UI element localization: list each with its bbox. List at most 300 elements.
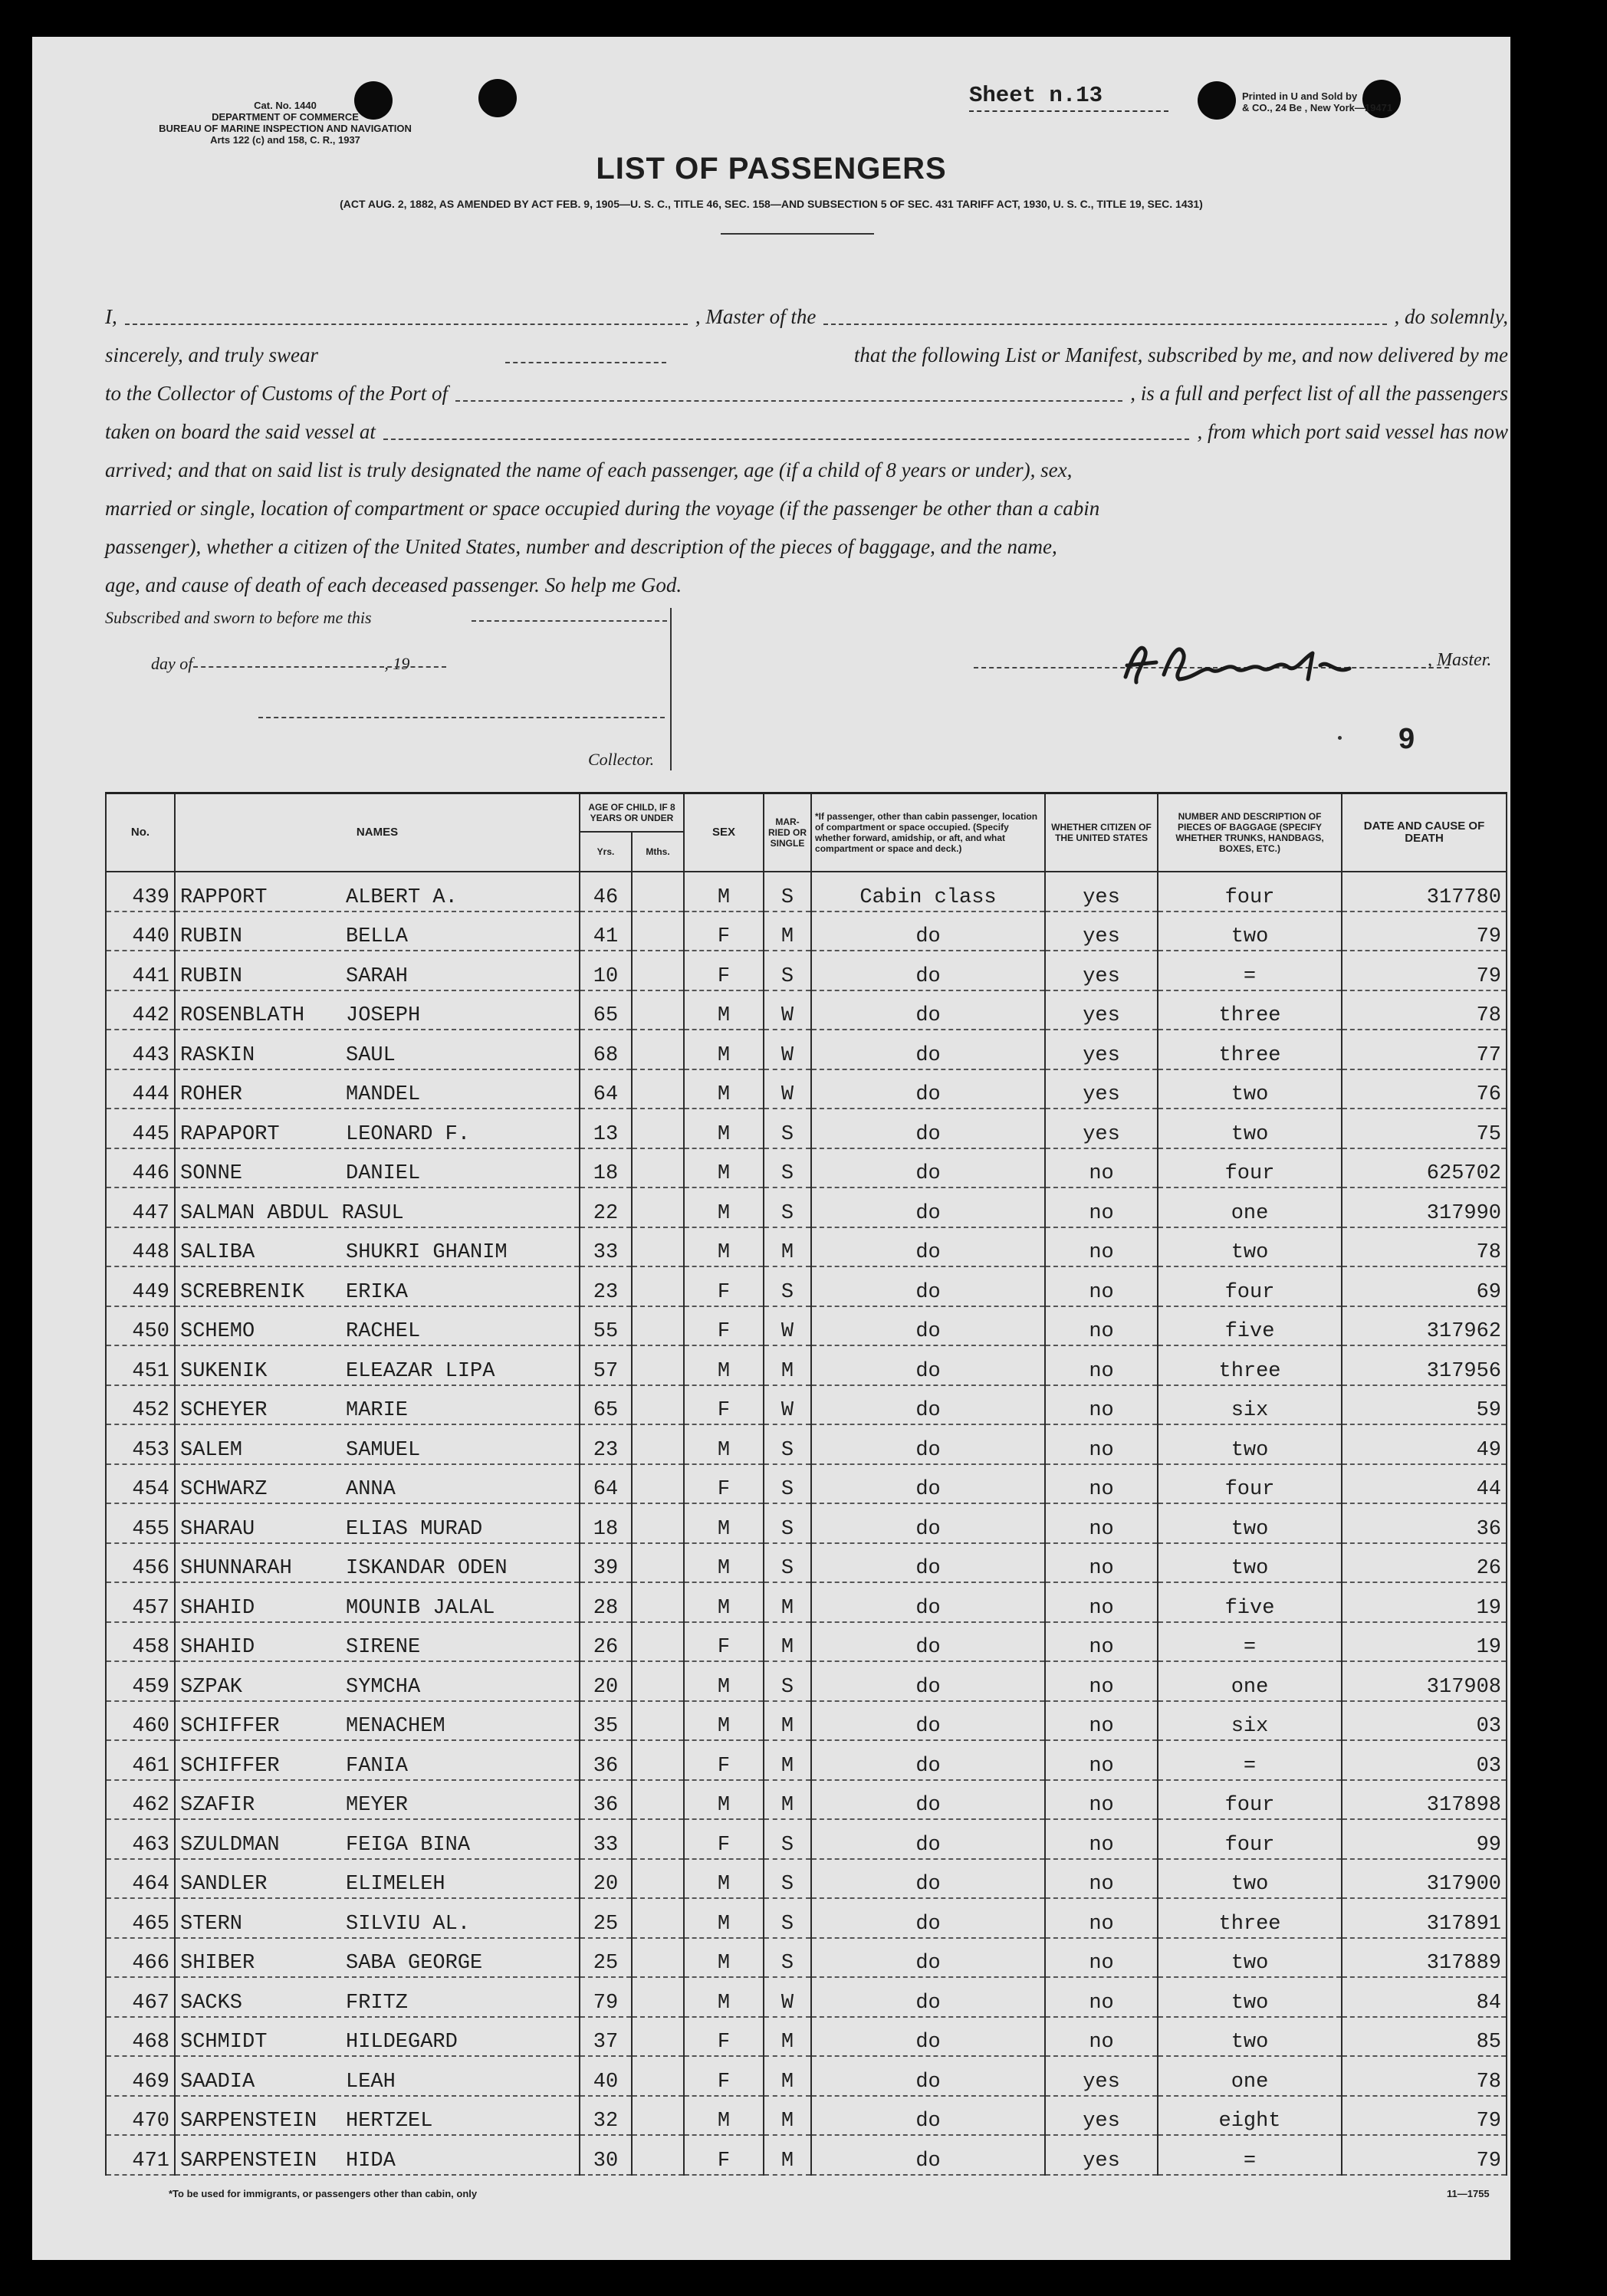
sex-value: M (684, 1345, 764, 1385)
sex-value: F (684, 1622, 764, 1662)
death-value: 625702 (1342, 1148, 1507, 1188)
surname: SALIBA (180, 1241, 255, 1264)
compartment-value: do (811, 2017, 1045, 2057)
surname: SZULDMAN (180, 1833, 280, 1857)
surname: SCHEYER (180, 1399, 268, 1422)
passenger-name (175, 1227, 580, 1267)
surname: SAADIA (180, 2070, 255, 2094)
baggage-value: four (1158, 1464, 1342, 1504)
surname: RUBIN (180, 964, 243, 988)
age-years: 23 (580, 1266, 632, 1306)
citizen-value: no (1045, 1780, 1158, 1820)
marital-status: M (764, 2056, 811, 2096)
age-months (632, 1109, 684, 1148)
citizen-value: no (1045, 2017, 1158, 2057)
baggage-value: two (1158, 1069, 1342, 1109)
citizen-value: no (1045, 1424, 1158, 1464)
death-value: 69 (1342, 1266, 1507, 1306)
given-name: SYMCHA (346, 1675, 421, 1699)
citizen-value: no (1045, 1385, 1158, 1425)
passenger-name (175, 951, 580, 990)
oath-text: , is a full and perfect list of all the passengers (1130, 382, 1508, 405)
sex-value: M (684, 1977, 764, 2017)
citizen-value: no (1045, 1740, 1158, 1780)
table-row (106, 1582, 1507, 1622)
compartment-value: do (811, 2135, 1045, 2175)
passenger-name (175, 990, 580, 1030)
passenger-number: 448 (106, 1227, 175, 1267)
age-months (632, 1030, 684, 1069)
col-yrs: Yrs. (580, 832, 632, 872)
given-name: BELLA (346, 925, 409, 948)
title-rule (721, 233, 874, 235)
age-years: 68 (580, 1030, 632, 1069)
department-header (109, 100, 462, 146)
sex-value: M (684, 2096, 764, 2136)
passenger-name (175, 1109, 580, 1148)
table-row (106, 1701, 1507, 1741)
age-months (632, 1069, 684, 1109)
table-row (106, 1109, 1507, 1148)
marital-status: S (764, 1543, 811, 1583)
sex-value: F (684, 2017, 764, 2057)
age-months (632, 1148, 684, 1188)
blank-line (823, 297, 1386, 325)
age-years: 13 (580, 1109, 632, 1148)
citizen-value: yes (1045, 1069, 1158, 1109)
surname: RUBIN (180, 925, 243, 948)
master-oath (105, 297, 1508, 604)
compartment-value: do (811, 1266, 1045, 1306)
passenger-number: 457 (106, 1582, 175, 1622)
surname: SZAFIR (180, 1794, 255, 1817)
compartment-value: do (811, 1740, 1045, 1780)
given-name: FANIA (346, 1754, 409, 1778)
baggage-value: one (1158, 1187, 1342, 1227)
sex-value: M (684, 990, 764, 1030)
marital-status: S (764, 1464, 811, 1504)
citizen-value: no (1045, 1819, 1158, 1859)
death-value: 317891 (1342, 1898, 1507, 1938)
sex-value: F (684, 2135, 764, 2175)
citizen-value: no (1045, 1187, 1158, 1227)
marital-status: W (764, 1030, 811, 1069)
baggage-value: two (1158, 2017, 1342, 2057)
sex-value: M (684, 872, 764, 912)
passenger-number: 460 (106, 1701, 175, 1741)
given-name: SARAH (346, 964, 409, 988)
age-years: 25 (580, 1898, 632, 1938)
compartment-value: do (811, 1898, 1045, 1938)
table-row (106, 2096, 1507, 2136)
age-years: 36 (580, 1740, 632, 1780)
given-name: HIDA (346, 2149, 396, 2173)
death-value: 317900 (1342, 1859, 1507, 1899)
compartment-value: do (811, 1069, 1045, 1109)
age-months (632, 1306, 684, 1346)
marital-status: S (764, 1148, 811, 1188)
citizen-value: yes (1045, 951, 1158, 990)
age-months (632, 1424, 684, 1464)
age-years: 64 (580, 1069, 632, 1109)
baggage-value: three (1158, 990, 1342, 1030)
table-row (106, 1345, 1507, 1385)
baggage-value: six (1158, 1701, 1342, 1741)
citizen-value: yes (1045, 2135, 1158, 2175)
death-value: 03 (1342, 1701, 1507, 1741)
age-years: 39 (580, 1543, 632, 1583)
given-name: RACHEL (346, 1320, 421, 1343)
oath-text: sincerely, and truly swear (105, 343, 318, 366)
marital-status: M (764, 1622, 811, 1662)
death-value: 84 (1342, 1977, 1507, 2017)
age-years: 18 (580, 1148, 632, 1188)
passenger-number: 447 (106, 1187, 175, 1227)
citizen-value: no (1045, 1543, 1158, 1583)
baggage-value: two (1158, 1543, 1342, 1583)
age-years: 26 (580, 1622, 632, 1662)
citizen-value: no (1045, 1898, 1158, 1938)
citizen-value: no (1045, 1938, 1158, 1978)
surname: SUKENIK (180, 1359, 268, 1383)
death-value: 317908 (1342, 1661, 1507, 1701)
sex-value: F (684, 1464, 764, 1504)
marital-status: W (764, 1977, 811, 2017)
sworn-block (105, 608, 672, 777)
cat-no: Cat. No. 1440 (254, 100, 317, 111)
given-name: ELEAZAR LIPA (346, 1359, 495, 1383)
marital-status: M (764, 1582, 811, 1622)
surname: SCHEMO (180, 1320, 255, 1343)
marital-status: S (764, 872, 811, 912)
passenger-name (175, 1661, 580, 1701)
marital-status: W (764, 1069, 811, 1109)
age-months (632, 1701, 684, 1741)
given-name: SAMUEL (346, 1438, 421, 1462)
passenger-name (175, 1503, 580, 1543)
col-citizen: WHETHER CITIZEN OF THE UNITED STATES (1045, 793, 1158, 872)
sworn-day-label: day of (151, 654, 193, 673)
col-compartment: *If passenger, other than cabin passenger, location of compartment or space occupied. (Specify whether forward, amidship, or aft, and what compartment or space and deck.) (811, 793, 1045, 872)
marital-status: M (764, 2017, 811, 2057)
passenger-name (175, 1345, 580, 1385)
compartment-value: do (811, 1661, 1045, 1701)
age-months (632, 1345, 684, 1385)
marital-status: M (764, 2135, 811, 2175)
baggage-value: three (1158, 1030, 1342, 1069)
compartment-value: do (811, 1345, 1045, 1385)
age-months (632, 2017, 684, 2057)
baggage-value: = (1158, 1622, 1342, 1662)
baggage-value: two (1158, 1977, 1342, 2017)
table-row (106, 1819, 1507, 1859)
surname: SHARAU (180, 1517, 255, 1541)
col-mths: Mths. (632, 832, 684, 872)
baggage-value: six (1158, 1385, 1342, 1425)
passenger-name (175, 1306, 580, 1346)
compartment-value: do (811, 2096, 1045, 2136)
age-months (632, 1503, 684, 1543)
citizen-value: no (1045, 1503, 1158, 1543)
baggage-value: four (1158, 1266, 1342, 1306)
surname: SCHMIDT (180, 2031, 268, 2054)
passenger-name (175, 2096, 580, 2136)
passenger-number: 443 (106, 1030, 175, 1069)
marital-status: W (764, 990, 811, 1030)
passenger-number: 471 (106, 2135, 175, 2175)
age-years: 33 (580, 1819, 632, 1859)
age-months (632, 912, 684, 951)
passenger-name (175, 1464, 580, 1504)
baggage-value: two (1158, 1938, 1342, 1978)
baggage-value: one (1158, 2056, 1342, 2096)
passenger-name (175, 1859, 580, 1899)
table-row (106, 912, 1507, 951)
compartment-value: do (811, 1582, 1045, 1622)
baggage-value: five (1158, 1582, 1342, 1622)
death-value: 79 (1342, 912, 1507, 951)
printer-line-2: & CO., 24 Be , New York—19471 (1242, 102, 1393, 113)
passenger-name (175, 1543, 580, 1583)
sex-value: M (684, 1109, 764, 1148)
citizen-value: no (1045, 1582, 1158, 1622)
passenger-number: 463 (106, 1819, 175, 1859)
citizen-value: yes (1045, 912, 1158, 951)
surname: SCHWARZ (180, 1478, 268, 1501)
age-months (632, 1187, 684, 1227)
age-months (632, 1227, 684, 1267)
blank-line (193, 666, 446, 668)
age-months (632, 1938, 684, 1978)
marital-status: M (764, 1345, 811, 1385)
passenger-number: 458 (106, 1622, 175, 1662)
baggage-value: two (1158, 1227, 1342, 1267)
collector-label: Collector. (588, 750, 655, 769)
passenger-number: 459 (106, 1661, 175, 1701)
age-months (632, 1898, 684, 1938)
passenger-name (175, 2135, 580, 2175)
surname: SHAHID (180, 1636, 255, 1659)
sex-value: M (684, 1503, 764, 1543)
compartment-value: do (811, 1424, 1045, 1464)
death-value: 26 (1342, 1543, 1507, 1583)
master-label: , Master. (1428, 650, 1492, 670)
passenger-number: 452 (106, 1385, 175, 1425)
passenger-number: 462 (106, 1780, 175, 1820)
oath-text: that the following List or Manifest, subscribed by me, and now delivered by me (853, 343, 1508, 366)
marital-status: S (764, 1187, 811, 1227)
marital-status: S (764, 1266, 811, 1306)
death-value: 317780 (1342, 872, 1507, 912)
marital-status: W (764, 1385, 811, 1425)
oath-text: I, (105, 305, 117, 328)
baggage-value: two (1158, 1109, 1342, 1148)
age-months (632, 1740, 684, 1780)
death-value: 317889 (1342, 1938, 1507, 1978)
age-years: 30 (580, 2135, 632, 2175)
age-months (632, 1543, 684, 1583)
surname: SANDLER (180, 1873, 268, 1896)
passenger-name (175, 1977, 580, 2017)
baggage-value: eight (1158, 2096, 1342, 2136)
age-years: 64 (580, 1464, 632, 1504)
passenger-number: 453 (106, 1424, 175, 1464)
compartment-value: do (811, 1306, 1045, 1346)
col-no: No. (106, 793, 175, 872)
age-months (632, 872, 684, 912)
baggage-value: three (1158, 1898, 1342, 1938)
oath-text: to the Collector of Customs of the Port of (105, 382, 448, 405)
age-years: 33 (580, 1227, 632, 1267)
given-name: HERTZEL (346, 2110, 433, 2133)
citizen-value: no (1045, 1266, 1158, 1306)
ink-dot (1338, 736, 1342, 740)
oath-line (105, 412, 1508, 451)
surname: SACKS (180, 1991, 243, 2015)
compartment-value: do (811, 990, 1045, 1030)
oath-text: , from which port said vessel has now (1197, 420, 1508, 443)
sex-value: M (684, 1227, 764, 1267)
surname: SHAHID (180, 1596, 255, 1620)
compartment-value: do (811, 912, 1045, 951)
table-row (106, 1464, 1507, 1504)
baggage-value: = (1158, 1740, 1342, 1780)
citizen-value: no (1045, 1306, 1158, 1346)
given-name: MARIE (346, 1399, 409, 1422)
sworn-year-label: , 19 (384, 654, 410, 673)
passenger-name (175, 1582, 580, 1622)
surname: SCREBRENIK (180, 1280, 305, 1304)
oath-text: , Master of the (695, 305, 817, 328)
table-row (106, 2056, 1507, 2096)
given-name: ANNA (346, 1478, 396, 1501)
sex-value: F (684, 1266, 764, 1306)
death-value: 78 (1342, 2056, 1507, 2096)
sex-value: M (684, 1701, 764, 1741)
punch-hole (478, 79, 517, 117)
passenger-name (175, 1187, 580, 1227)
given-name: SABA GEORGE (346, 1952, 483, 1975)
oath-text: , do solemnly, (1394, 305, 1509, 328)
age-years: 23 (580, 1424, 632, 1464)
citizen-value: no (1045, 1701, 1158, 1741)
passenger-name (175, 1148, 580, 1188)
sworn-text: Subscribed and sworn to before me this (105, 608, 372, 627)
col-baggage: NUMBER AND DESCRIPTION OF PIECES OF BAGGAGE (SPECIFY WHETHER TRUNKS, HANDBAGS, BOXES, ETC.) (1158, 793, 1342, 872)
passenger-name (175, 1622, 580, 1662)
sex-value: F (684, 1740, 764, 1780)
baggage-value: = (1158, 2135, 1342, 2175)
age-months (632, 1661, 684, 1701)
age-years: 22 (580, 1187, 632, 1227)
col-names: NAMES (175, 793, 580, 872)
table-row (106, 1938, 1507, 1978)
blank-line (258, 717, 665, 718)
given-name: MEYER (346, 1794, 409, 1817)
marital-status: M (764, 1780, 811, 1820)
marital-status: M (764, 1701, 811, 1741)
marital-status: W (764, 1306, 811, 1346)
compartment-value: do (811, 1187, 1045, 1227)
compartment-value: Cabin class (811, 872, 1045, 912)
table-row (106, 1503, 1507, 1543)
given-name: MENACHEM (346, 1715, 445, 1738)
passenger-number: 466 (106, 1938, 175, 1978)
blank-line (455, 374, 1122, 402)
age-months (632, 990, 684, 1030)
baggage-value: = (1158, 951, 1342, 990)
age-months (632, 1464, 684, 1504)
given-name: ERIKA (346, 1280, 409, 1304)
passenger-name (175, 1266, 580, 1306)
passenger-name (175, 872, 580, 912)
compartment-value: do (811, 1109, 1045, 1148)
age-years: 37 (580, 2017, 632, 2057)
given-name: HILDEGARD (346, 2031, 458, 2054)
given-name: SHUKRI GHANIM (346, 1241, 508, 1264)
passenger-number: 454 (106, 1464, 175, 1504)
table-row (106, 2135, 1507, 2175)
passenger-number: 441 (106, 951, 175, 990)
passenger-name (175, 1030, 580, 1069)
compartment-value: do (811, 1701, 1045, 1741)
sex-value: M (684, 1859, 764, 1899)
death-value: 317956 (1342, 1345, 1507, 1385)
passenger-number: 444 (106, 1069, 175, 1109)
passenger-rows (106, 872, 1507, 2175)
act-reference: (ACT AUG. 2, 1882, AS AMENDED BY ACT FEB. 9, 1905—U. S. C., TITLE 46, SEC. 158—AND SUBSECTION 5 OF SEC. 431 TARIFF ACT, 1930, U. S. C., TITLE 19, SEC. 1431) (340, 198, 1203, 210)
citizen-value: yes (1045, 2096, 1158, 2136)
compartment-value: do (811, 2056, 1045, 2096)
table-row (106, 1543, 1507, 1583)
citizen-value: no (1045, 1148, 1158, 1188)
death-value: 75 (1342, 1109, 1507, 1148)
surname: ROHER (180, 1083, 243, 1106)
sex-value: M (684, 1543, 764, 1583)
table-row (106, 1227, 1507, 1267)
table-row (106, 1977, 1507, 2017)
surname: SCHIFFER (180, 1754, 280, 1778)
age-years: 10 (580, 951, 632, 990)
surname: SARPENSTEIN (180, 2110, 317, 2133)
age-years: 28 (580, 1582, 632, 1622)
passenger-name (175, 1819, 580, 1859)
table-row (106, 1622, 1507, 1662)
passenger-number: 470 (106, 2096, 175, 2136)
given-name: DANIEL (346, 1162, 421, 1185)
passenger-name (175, 1780, 580, 1820)
surname: RAPPORT (180, 885, 268, 909)
death-value: 19 (1342, 1622, 1507, 1662)
baggage-value: four (1158, 872, 1342, 912)
baggage-value: four (1158, 1148, 1342, 1188)
death-value: 76 (1342, 1069, 1507, 1109)
marital-status: S (764, 951, 811, 990)
surname: SZPAK (180, 1675, 243, 1699)
age-months (632, 1385, 684, 1425)
oath-line (105, 374, 1508, 412)
surname: SARPENSTEIN (180, 2149, 317, 2173)
col-death: DATE AND CAUSE OF DEATH (1342, 793, 1507, 872)
death-value: 317898 (1342, 1780, 1507, 1820)
form-number: 11—1755 (1447, 2188, 1490, 2199)
given-name: SAUL (346, 1043, 396, 1067)
citizen-value: yes (1045, 872, 1158, 912)
passenger-name (175, 1938, 580, 1978)
sex-value: M (684, 1898, 764, 1938)
death-value: 79 (1342, 2096, 1507, 2136)
compartment-value: do (811, 1977, 1045, 2017)
